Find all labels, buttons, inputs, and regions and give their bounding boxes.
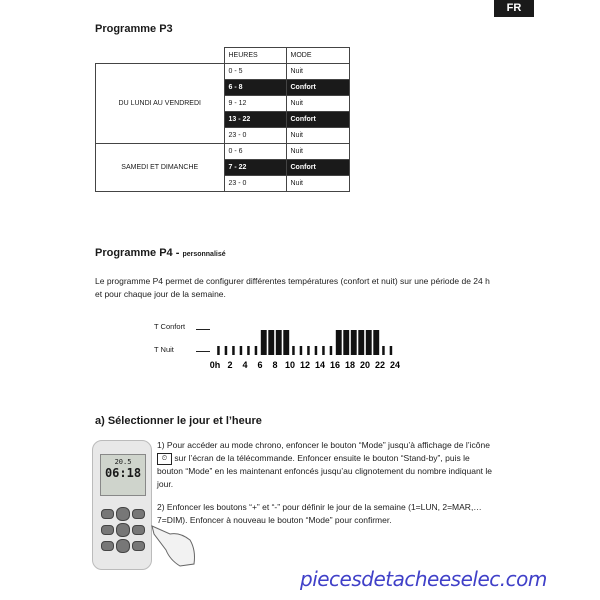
axis-tick-label: 16 xyxy=(329,360,341,370)
label-t-confort: T Confort xyxy=(154,322,186,331)
hours-cell: 23 - 0 xyxy=(224,176,286,192)
p3-title: Programme P3 xyxy=(95,23,173,35)
group-weekend: SAMEDI ET DIMANCHE xyxy=(96,144,225,192)
axis-tick-label: 10 xyxy=(284,360,296,370)
remote-button xyxy=(132,509,145,519)
remote-button xyxy=(101,509,114,519)
p4-paragraph: Le programme P4 permet de configurer différentes températures (confort et nuit) sur une période de 24 h et pour chaque jour de la semaine. xyxy=(95,276,490,299)
axis-tick-label: 12 xyxy=(299,360,311,370)
night-hour-bar xyxy=(217,346,220,355)
night-hour-bar xyxy=(225,346,228,355)
axis-tick-label: 2 xyxy=(227,360,233,370)
night-hour-bar xyxy=(307,346,310,355)
mode-cell: Nuit xyxy=(286,144,349,160)
p3-table xyxy=(95,47,350,192)
comfort-hour-bar xyxy=(336,330,342,355)
p4-title-text: Programme P4 - xyxy=(95,247,180,259)
hours-cell: 13 - 22 xyxy=(224,112,286,128)
comfort-hour-bar xyxy=(268,330,274,355)
comfort-hour-bar xyxy=(283,330,289,355)
pointing-hand-icon xyxy=(150,520,200,570)
hours-cell: 7 - 22 xyxy=(224,160,286,176)
watermark: piecesdetacheeselec.com xyxy=(300,567,547,591)
header-mode: MODE xyxy=(286,48,349,64)
p4-title xyxy=(95,247,226,259)
night-hour-bar xyxy=(382,346,385,355)
remote-button xyxy=(101,541,114,551)
axis-tick-label: 0h xyxy=(209,360,221,370)
remote-control-image xyxy=(92,440,152,570)
hours-cell: 23 - 0 xyxy=(224,128,286,144)
mode-cell: Confort xyxy=(286,80,349,96)
display-time: 06:18 xyxy=(104,466,142,480)
night-hour-bar xyxy=(315,346,318,355)
night-hour-bar xyxy=(390,346,393,355)
axis-tick-label: 4 xyxy=(242,360,248,370)
hours-cell: 6 - 8 xyxy=(224,80,286,96)
axis-tick-label: 20 xyxy=(359,360,371,370)
label-t-nuit: T Nuit xyxy=(154,345,174,354)
axis-tick-label: 18 xyxy=(344,360,356,370)
axis-tick-label: 8 xyxy=(272,360,278,370)
remote-button xyxy=(132,541,145,551)
remote-button xyxy=(116,539,130,553)
mode-cell: Confort xyxy=(286,112,349,128)
step-1-text xyxy=(157,439,497,491)
comfort-hour-bar xyxy=(366,330,372,355)
p4-timeline-chart xyxy=(205,325,405,375)
night-hour-bar xyxy=(300,346,303,355)
night-hour-bar xyxy=(255,346,258,355)
p4-subtitle: personnalisé xyxy=(182,251,226,258)
mode-cell: Nuit xyxy=(286,176,349,192)
remote-button xyxy=(132,525,145,535)
language-tab: FR xyxy=(494,0,534,17)
section-a-title: a) Sélectionner le jour et l’heure xyxy=(95,415,262,427)
axis-tick-label: 24 xyxy=(389,360,401,370)
remote-screen xyxy=(100,454,146,496)
mode-cell: Nuit xyxy=(286,128,349,144)
header-hours: HEURES xyxy=(224,48,286,64)
night-hour-bar xyxy=(330,346,333,355)
night-hour-bar xyxy=(232,346,235,355)
comfort-hour-bar xyxy=(358,330,364,355)
remote-button xyxy=(116,523,130,537)
step-2-text: 2) Enfoncer les boutons “+” et “-” pour définir le jour de la semaine (1=LUN, 2=MAR,…7=DIM). Enfoncer à nouveau le bouton “Mode” pour confirmer. xyxy=(157,502,482,525)
comfort-hour-bar xyxy=(261,330,267,355)
remote-button xyxy=(116,507,130,521)
night-hour-bar xyxy=(240,346,243,355)
chrono-icon: ⏲ xyxy=(157,453,172,465)
mode-cell: Nuit xyxy=(286,64,349,80)
hours-cell: 9 - 12 xyxy=(224,96,286,112)
remote-button xyxy=(101,525,114,535)
comfort-hour-bar xyxy=(276,330,282,355)
step-1a: 1) Pour accéder au mode chrono, enfoncer le bouton “Mode” jusqu’à affichage de l’icône xyxy=(157,440,490,450)
night-hour-bar xyxy=(247,346,250,355)
step-1b: sur l’écran de la télécommande. Enfoncer ensuite le bouton “Stand-by”, puis le bouton “Mode” en les maintenant enfoncés jusqu’au clignotement du nombre indiquant le jour. xyxy=(157,453,493,489)
comfort-hour-bar xyxy=(373,330,379,355)
group-weekdays: DU LUNDI AU VENDREDI xyxy=(96,64,225,144)
comfort-hour-bar xyxy=(351,330,357,355)
hours-cell: 0 - 5 xyxy=(224,64,286,80)
night-hour-bar xyxy=(322,346,325,355)
night-hour-bar xyxy=(292,346,295,355)
hours-cell: 0 - 6 xyxy=(224,144,286,160)
axis-tick-label: 6 xyxy=(257,360,263,370)
display-temp: 20.5 xyxy=(114,458,132,466)
axis-tick-label: 14 xyxy=(314,360,326,370)
mode-cell: Nuit xyxy=(286,96,349,112)
mode-cell: Confort xyxy=(286,160,349,176)
comfort-hour-bar xyxy=(343,330,349,355)
axis-tick-label: 22 xyxy=(374,360,386,370)
